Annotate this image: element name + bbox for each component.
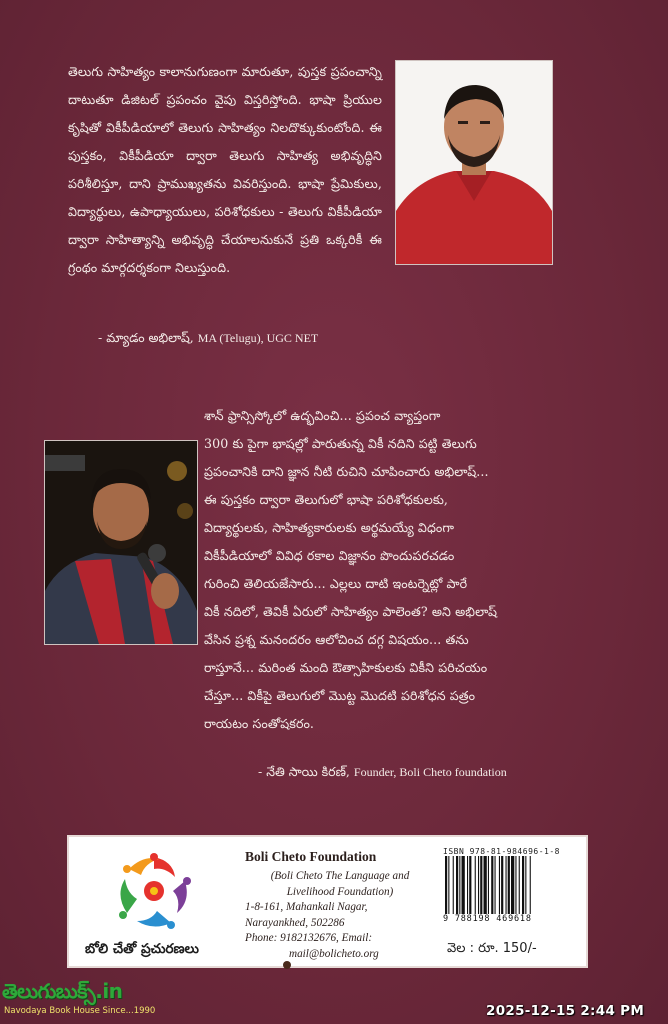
blurb-line: వేసిన ప్రశ్న మనందరం ఆలోచించ దగ్గ విషయం... తను bbox=[204, 632, 469, 647]
publisher-phone: Phone: 9182132676, Email: bbox=[245, 932, 373, 944]
blurb-line: రాస్తూనే... మరింత మంది ఔత్సాహికులకు వికీని పరిచయం bbox=[204, 660, 488, 675]
publisher-panel bbox=[67, 835, 588, 968]
signature-name: - మ్యాడం అభిలాష్, bbox=[98, 330, 194, 345]
author-photo bbox=[395, 60, 553, 265]
watermark bbox=[2, 979, 156, 1021]
signature-credentials: MA (Telugu), UGC NET bbox=[197, 331, 319, 345]
publisher-logo-text: బోలి చేతో ప్రచురణలు bbox=[85, 941, 199, 957]
publisher-info bbox=[245, 849, 435, 962]
blurb-line: విద్యార్థులకు, సాహిత్యకారులకు అర్థమయ్యే విధంగా bbox=[204, 520, 455, 535]
author-portrait-image bbox=[396, 61, 552, 264]
isbn-number: 9 788198 469618 bbox=[443, 914, 532, 924]
blurb-line: వికీపీడియాలో వివిధ రకాల విజ్ఞానం పొందుపరచడం bbox=[204, 548, 455, 563]
watermark-logo: తెలుగుబుక్స్.in bbox=[2, 979, 123, 1003]
publisher-subtitle: (Boli Cheto The Language and bbox=[270, 870, 410, 882]
publisher-email: mail@bolicheto.org bbox=[289, 947, 379, 960]
blurb-line: ప్రపంచానికి దాని జ్ఞాన నీటి రుచిని చూపించారు అభిలాష్... bbox=[204, 464, 489, 479]
blurb-abhilash: తెలుగు సాహిత్యం కాలానుగుణంగా మారుతూ, పుస్తక ప్రపంచాన్ని దాటుతూ డిజిటల్ ప్రపంచం వైపు విస్తరిస్తోంది. భాషా ప్రియుల కృషితో వికీపీడియాలో తెలుగు సాహిత్యం నిలదొక్కుకుంటోంది. ఈ పుస్తకం, వికీపీడియా ద్వారా తెలుగు సాహిత్య అభివృద్ధిని పరిశీలిస్తూ, దాని ప్రాముఖ్యతను వివరిస్తుంది. భాషా ప్రేమికులు, విద్యార్థులు, ఉపాధ్యాయులు, పరిశోధకులు - తెలుగు వికీపీడియా ద్వారా సాహిత్యాన్ని అభివృద్ధి చేయాలనుకునే ప్రతి ఒక్కరికీ ఈ గ్రంథం మార్గదర్శకంగా నిలుస్తుంది. bbox=[68, 64, 382, 275]
blurb-line: చేస్తూ... వికీపై తెలుగులో మొట్ట మొదటి పరిశోధన పత్రం bbox=[204, 688, 476, 703]
publisher-subtitle: Livelihood Foundation) bbox=[286, 885, 394, 898]
publisher-logo-icon bbox=[113, 851, 195, 931]
watermark-tagline: Navodaya Book House Since...1990 bbox=[4, 1006, 156, 1016]
staple-mark bbox=[283, 961, 291, 969]
blurb-line: 300 కు పైగా భాషల్లో పారుతున్న వికీ నదిని పట్టి తెలుగు bbox=[204, 436, 477, 451]
price: వెల : రూ. 150/- bbox=[447, 941, 537, 956]
blurb-line: ఈ పుస్తకం ద్వారా తెలుగులో భాషా పరిశోధకులకు, bbox=[204, 492, 449, 507]
blurb-line: వికీ నదిలో, తెవికీ ఏరులో సాహిత్యం పాలెంత? అని అభిలాష్ bbox=[204, 604, 498, 619]
blurb-line: శాన్ ఫ్రాన్సిస్కోలో ఉద్భవించి... ప్రపంచ వ్యాప్తంగా bbox=[204, 408, 441, 423]
publisher-name: Boli Cheto Foundation bbox=[245, 849, 377, 864]
isbn-label: ISBN 978-81-984696-1-8 bbox=[443, 847, 560, 856]
signature-name: - నేతి సాయి కిరణ్, bbox=[258, 764, 350, 779]
photo-timestamp: 2025-12-15 2:44 PM bbox=[486, 1003, 645, 1019]
signature-abhilash bbox=[98, 330, 318, 349]
publisher-address: Narayankhed, 502286 bbox=[245, 916, 345, 929]
isbn-barcode bbox=[443, 847, 579, 927]
blurb-kiran bbox=[44, 402, 640, 738]
signature-kiran bbox=[258, 764, 507, 783]
blurb-line: గురించి తెలియజేసారు... ఎల్లలు దాటి ఇంటర్నెట్లో పారే bbox=[204, 576, 468, 591]
publisher-address: 1-8-161, Mahankali Nagar, bbox=[245, 901, 368, 913]
blurb-line: రాయటం సంతోషకరం. bbox=[204, 716, 315, 731]
signature-credentials: Founder, Boli Cheto foundation bbox=[353, 765, 507, 779]
barcode-bars-icon bbox=[443, 856, 579, 914]
